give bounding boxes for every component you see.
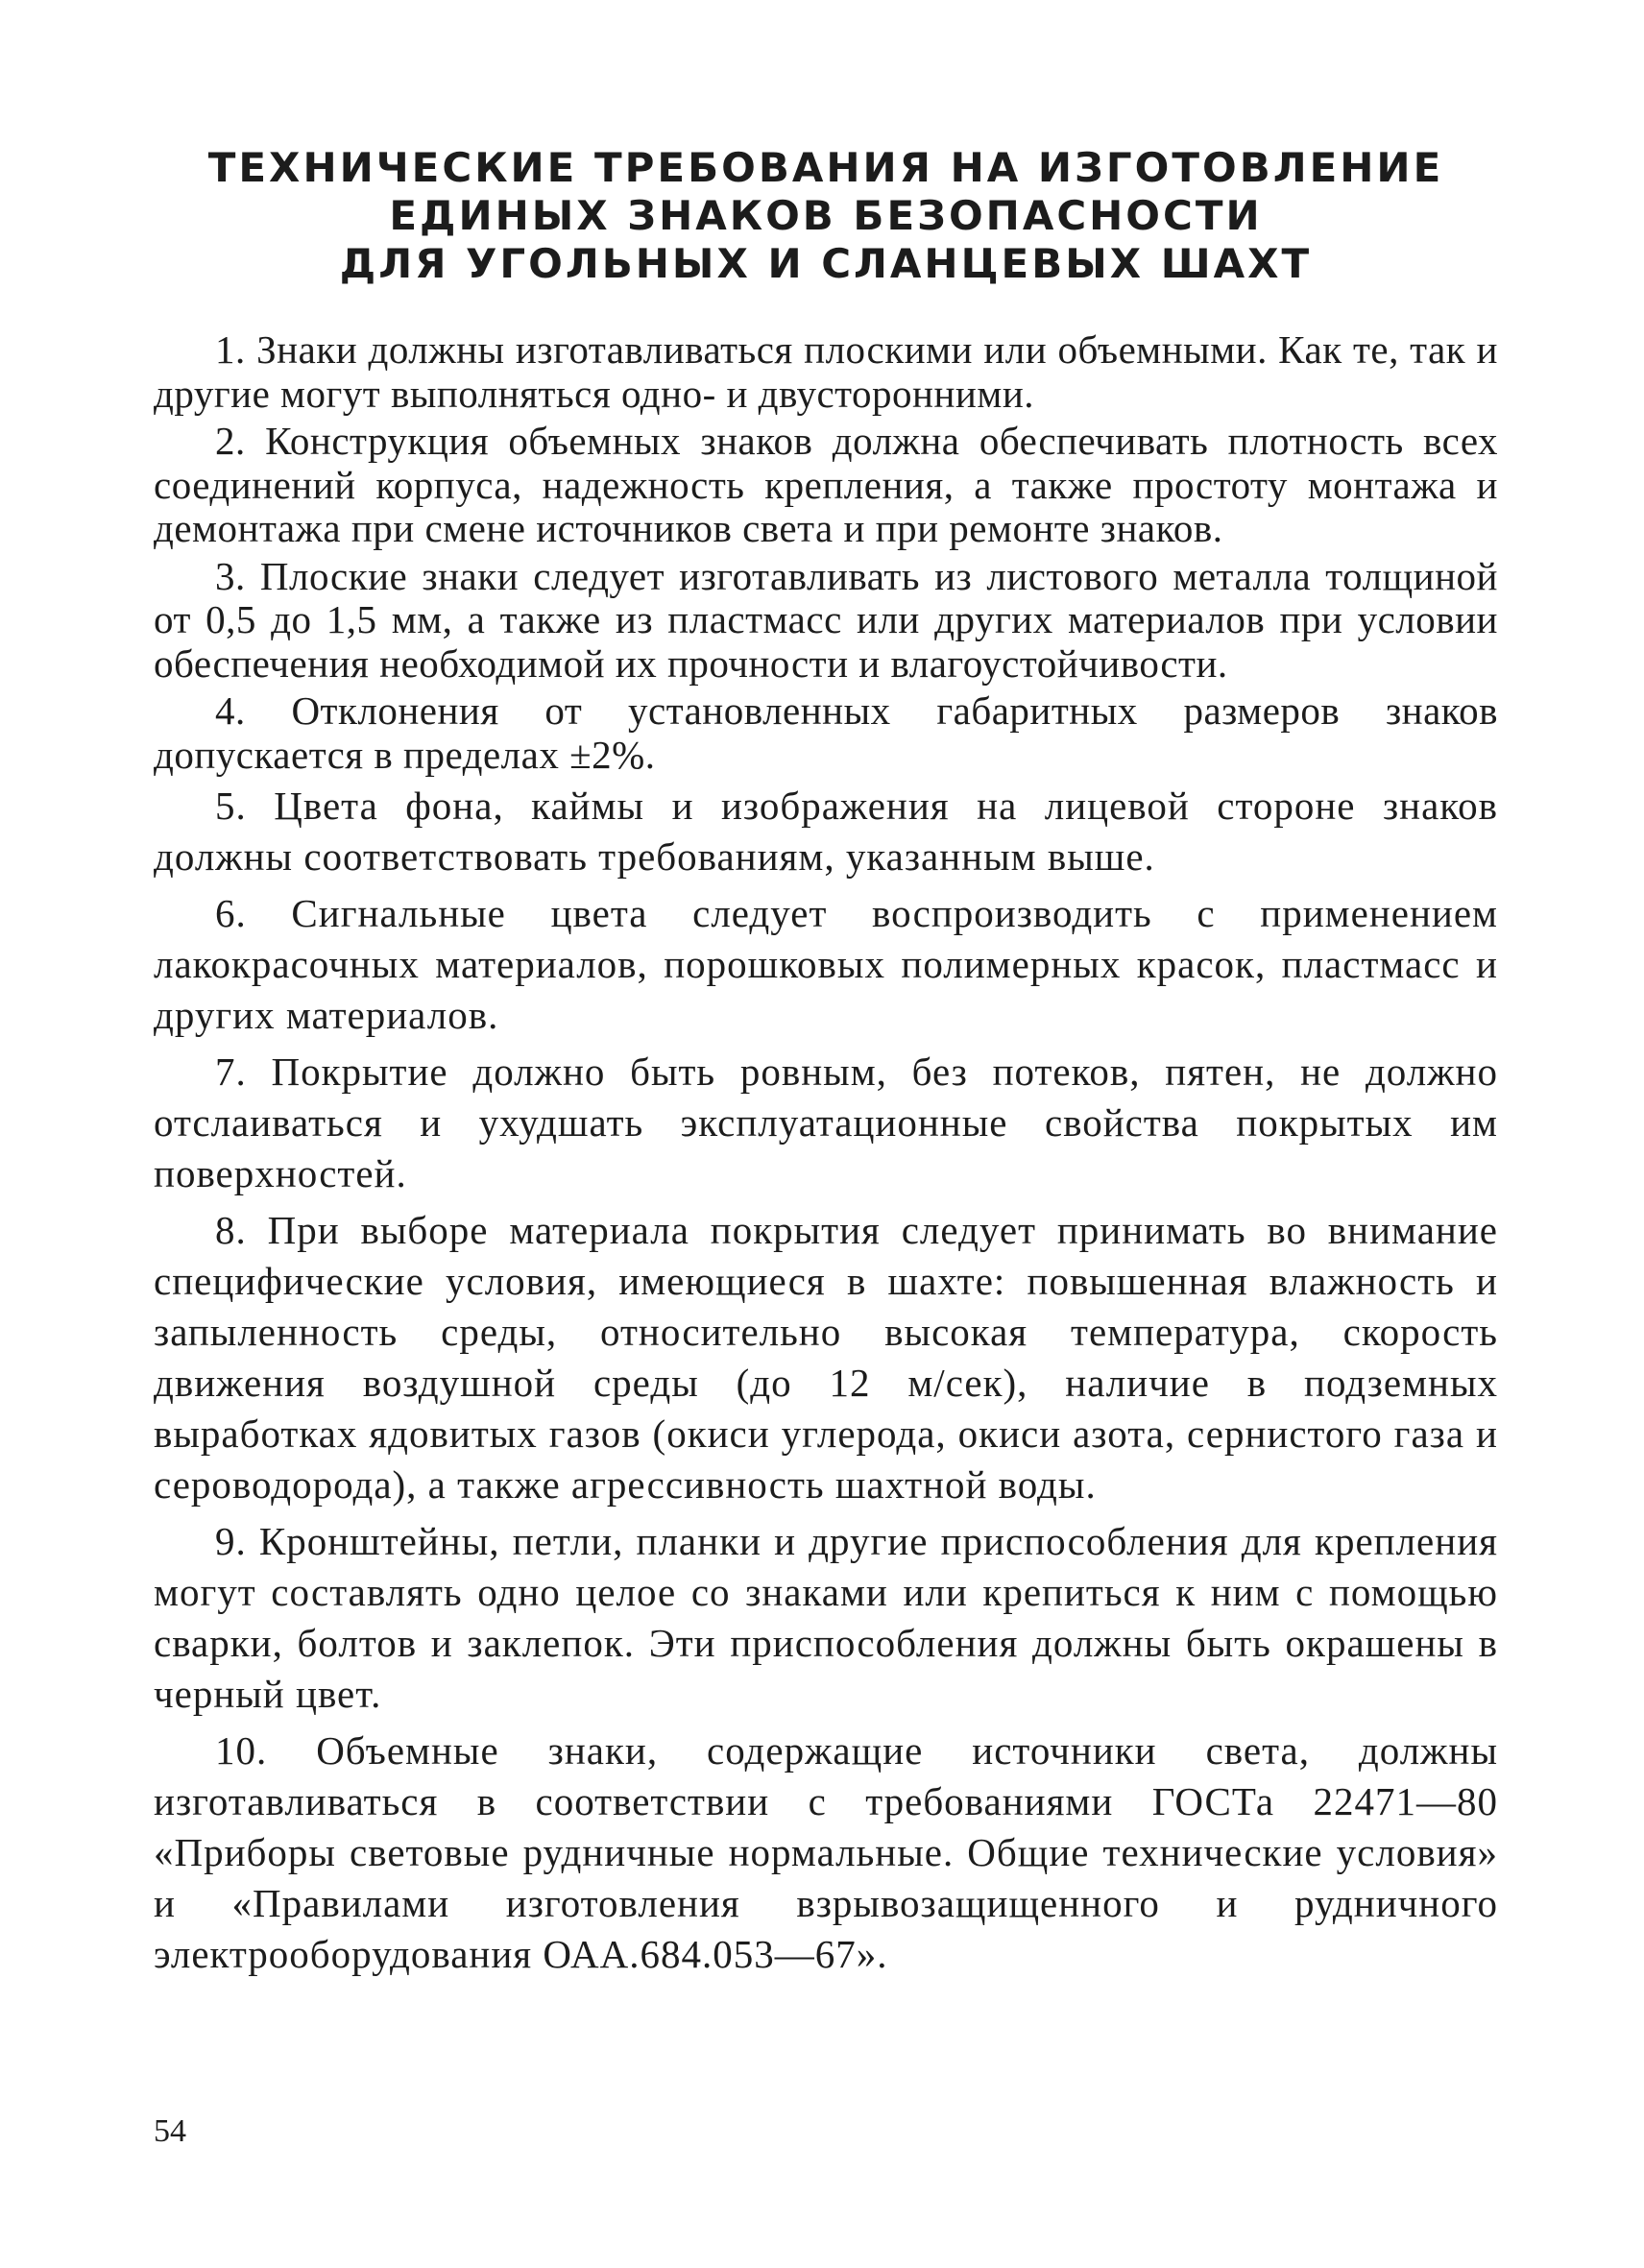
requirement-2: 2. Конструкция объемных знаков должна обеспечивать плотность всех соединений корпуса, надежность крепления, а также простоту монтажа и демонтажа при смене источников света и при ремонте знаков. — [154, 419, 1498, 550]
requirement-4: 4. Отклонения от установленных габаритных размеров знаков допускается в пределах ±2%. — [154, 688, 1498, 777]
requirement-10: 10. Объемные знаки, содержащие источники света, должны изготавливаться в соответствии с требованиями ГОСТа 22471—80 «Приборы световые рудничные нормальные. Общие технические условия» и «Правилами изготовления взрывозащищенного и рудничного электрооборудования ОАА.684.053—67». — [154, 1728, 1498, 1976]
requirement-1: 1. Знаки должны изготавливаться плоскими или объемными. Как те, так и другие могут выполняться одно- и двусторонними. — [154, 327, 1498, 416]
requirement-5: 5. Цвета фона, каймы и изображения на лицевой стороне знаков должны соответствовать требованиям, указанным выше. — [154, 784, 1498, 879]
page-number: 54 — [154, 2113, 186, 2149]
requirement-6: 6. Сигнальные цвета следует воспроизводить с применением лакокрасочных материалов, порошковых полимерных красок, пластмасс и других материалов. — [154, 891, 1498, 1037]
page-title — [154, 144, 1498, 288]
requirement-7: 7. Покрытие должно быть ровным, без потеков, пятен, не должно отслаиваться и ухудшать эксплуатационные свойства покрытых им поверхностей. — [154, 1050, 1498, 1195]
requirement-9: 9. Кронштейны, петли, планки и другие приспособления для крепления могут составлять одно целое со знаками или крепиться к ним с помощью сварки, болтов и заклепок. Эти приспособления должны быть окрашены в черный цвет. — [154, 1519, 1498, 1716]
requirement-8: 8. При выборе материала покрытия следует принимать во внимание специфические условия, имеющиеся в шахте: повышенная влажность и запыленность среды, относительно высокая температура, скорость движения воздушной среды (до 12 м/сек), наличие в подземных выработках ядовитых газов (окиси углерода, окиси азота, сернистого газа и сероводорода), а также агрессивность шахтной воды. — [154, 1208, 1498, 1507]
title-line-3: ДЛЯ УГОЛЬНЫХ И СЛАНЦЕВЫХ ШАХТ — [339, 240, 1313, 287]
document-page — [154, 144, 1498, 1986]
requirement-3: 3. Плоские знаки следует изготавливать из листового металла толщиной от 0,5 до 1,5 мм, а также из пластмасс или других материалов при условии обеспечения необходимой их прочности и влагоустойчивости. — [154, 553, 1498, 686]
requirements-list — [154, 328, 1498, 1980]
title-line-1: ТЕХНИЧЕСКИЕ ТРЕБОВАНИЯ НА ИЗГОТОВЛЕНИЕ — [207, 144, 1444, 191]
title-line-2: ЕДИНЫХ ЗНАКОВ БЕЗОПАСНОСТИ — [389, 192, 1263, 239]
